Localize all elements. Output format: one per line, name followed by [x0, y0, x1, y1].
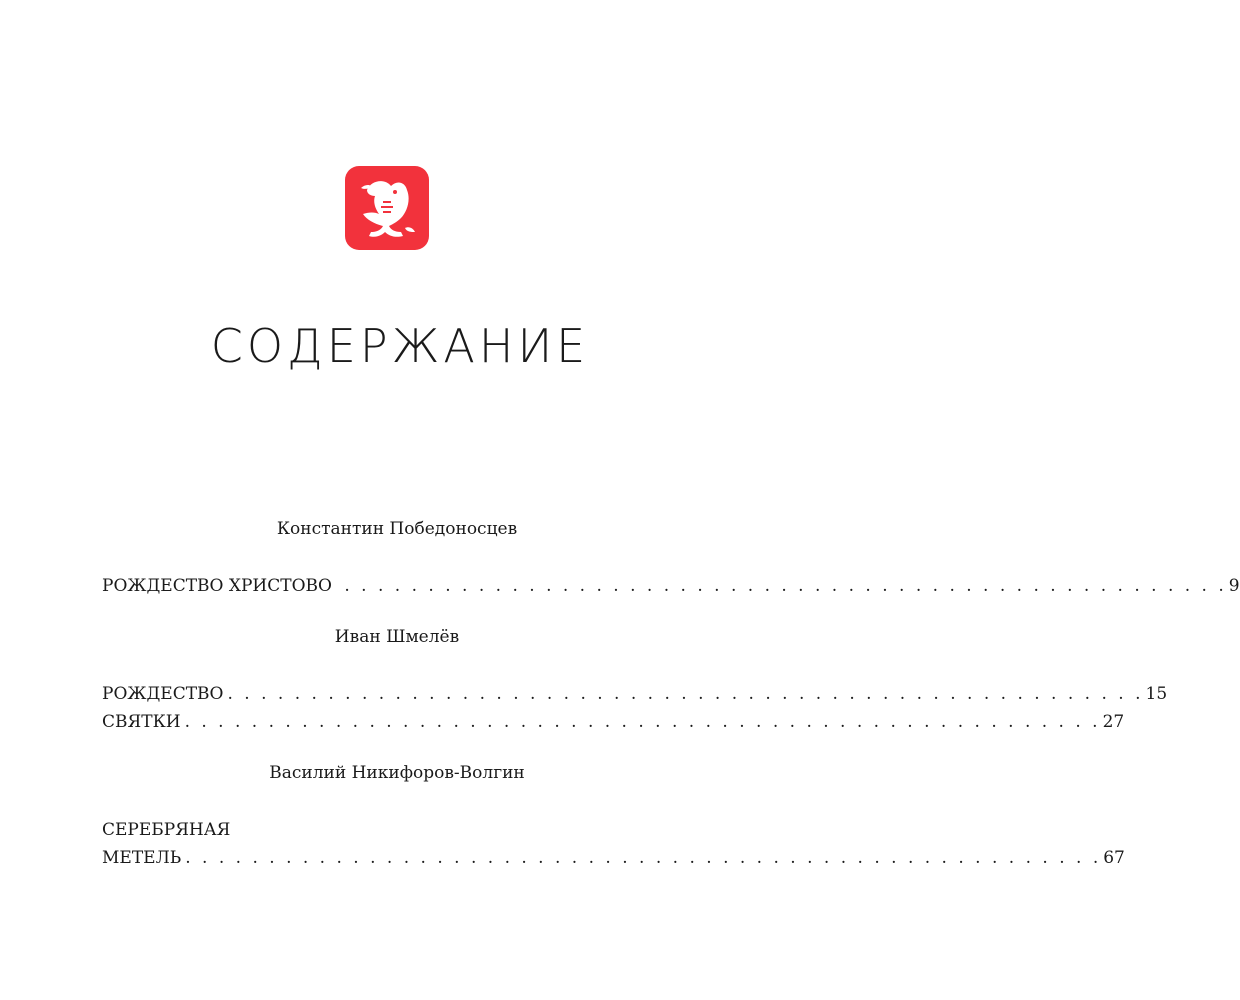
dot-leader: . . . . . . . . . . . . . . . . . . . . . . . . . . . . . . . . . . . . . . . . . . . . . . . . . . . . . . . [184, 712, 1101, 732]
dot-leader: . . . . . . . . . . . . . . . . . . . . . . . . . . . . . . . . . . . . . . . . . . . . . . . . . . . . . [335, 576, 1227, 596]
entry-title: МЕТЕЛЬ [102, 848, 182, 868]
author-name: Василий Никифоров-Волгин [269, 763, 525, 783]
toc-entries [102, 572, 1240, 600]
table-of-contents [102, 516, 1240, 896]
entry-page-number: 27 [1102, 712, 1125, 732]
toc-entry[interactable] [102, 708, 1125, 736]
dot-leader: . . . . . . . . . . . . . . . . . . . . . . . . . . . . . . . . . . . . . . . . . . . . . . . . . . . . . . . [227, 684, 1144, 704]
author-name: Константин Победоносцев [276, 519, 518, 539]
dot-leader: . . . . . . . . . . . . . . . . . . . . . . . . . . . . . . . . . . . . . . . . . . . . . . . . . . . . . . . [185, 848, 1102, 868]
entry-title: СВЯТКИ [102, 712, 181, 732]
toc-entries [102, 816, 1125, 872]
entry-title: РОЖДЕСТВО [102, 684, 224, 704]
entry-page-number: 15 [1145, 684, 1168, 704]
entry-title: РОЖДЕСТВО ХРИСТОВО [102, 576, 332, 596]
entry-page-number: 67 [1103, 848, 1125, 868]
publisher-logo-icon [345, 166, 429, 250]
toc-entry[interactable] [102, 572, 1240, 600]
entry-page-number: 9 [1228, 576, 1240, 596]
toc-section [102, 516, 1240, 600]
entry-title-line: СЕРЕБРЯНАЯ [102, 820, 231, 840]
toc-section [102, 760, 1125, 872]
author-name: Иван Шмелёв [334, 627, 460, 647]
page-title: СОДЕРЖАНИЕ [210, 319, 590, 373]
toc-section [102, 624, 1168, 736]
toc-entries [102, 680, 1168, 736]
toc-entry[interactable] [102, 680, 1168, 708]
toc-entry[interactable] [102, 844, 1125, 872]
